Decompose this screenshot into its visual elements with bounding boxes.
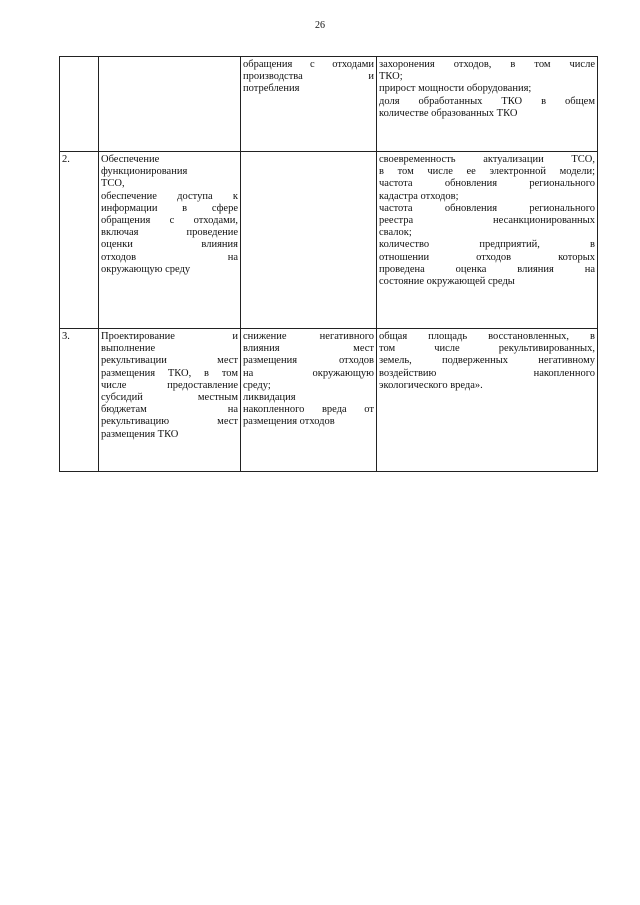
cell-text-line: частота обновления регионального [379,202,595,214]
cell-text-line: снижение негативного [243,331,374,342]
cell-text-line: экологического вреда». [379,379,483,391]
cell-text-line: оценки влияния [101,239,238,251]
measure-cell [99,152,241,329]
cell-text-line: обращения с отходами, [101,215,238,227]
cell-text-line: субсидий местным [101,392,238,404]
indicator-cell [377,152,598,329]
cell-text-line: частота обновления регионального [379,178,595,190]
cell-text-line: отходов на [101,251,238,263]
goal-cell [241,57,377,152]
cell-text-line: количество предприятий, в [379,239,595,251]
table-row [60,57,598,152]
cell-text-line: воздействию накопленного [379,367,595,379]
cell-text-line: ликвидация [243,392,296,404]
cell-text-line: прирост мощности оборудования; [379,83,532,95]
cell-text-line: том числе рекультивированных, [379,343,595,355]
cell-text-line: в том числе ее электронной модели; [379,166,595,178]
row-number-cell [60,57,99,152]
cell-text-line: Обеспечение [101,154,160,165]
cell-text-line: выполнение [101,343,156,355]
cell-text-line: размещения ТКО [101,428,179,440]
goal-cell [241,152,377,329]
cell-text-line: свалок; [379,227,412,239]
cell-text-line: проведена оценка влияния на [379,263,595,275]
cell-text-line: доля обработанных ТКО в общем [379,95,595,107]
cell-text-line: накопленного вреда от [243,404,374,416]
indicator-cell [377,57,598,152]
cell-text-line: состояние окружающей среды [379,276,515,288]
measures-table [59,56,598,472]
cell-text-line: обращения с отходами [243,59,374,70]
cell-text-line: рекультивацию мест [101,416,238,428]
cell-text-line: функционирования [101,166,188,178]
cell-text-line: ТСО, [101,178,125,190]
cell-text-line: ТКО; [379,71,403,83]
row-number-cell: 2. [60,152,99,329]
cell-text-line: общая площадь восстановленных, в [379,331,595,342]
page-number: 26 [315,20,325,31]
row-number-cell: 3. [60,329,99,472]
cell-text-line: размещения отходов [243,416,335,428]
cell-text-line: числе предоставление [101,379,238,391]
cell-text-line: отношении отходов которых [379,251,595,263]
table-row [60,152,598,329]
cell-text-line: бюджетам на [101,404,238,416]
cell-text-line: потребления [243,83,300,95]
cell-text-line: включая проведение [101,227,238,239]
cell-text-line: своевременность актуализации ТСО, [379,154,595,165]
cell-text-line: обеспечение доступа к [101,190,238,202]
indicator-cell [377,329,598,472]
goal-cell [241,329,377,472]
cell-text-line: размещения ТКО, в том [101,367,238,379]
cell-text-line: захоронения отходов, в том числе [379,59,595,70]
cell-text-line: информации в сфере [101,202,238,214]
cell-text-line: размещения отходов [243,355,374,367]
measure-cell [99,57,241,152]
cell-text-line: Проектирование и [101,331,238,342]
cell-text-line: окружающую среду [101,263,191,275]
cell-text-line: рекультивации мест [101,355,238,367]
table-row [60,329,598,472]
cell-text-line: влияния мест [243,343,374,355]
cell-text-line: производства и [243,71,374,83]
cell-text-line: земель, подверженных негативному [379,355,595,367]
cell-text-line: среду; [243,379,271,391]
cell-text-line: реестра несанкционированных [379,215,595,227]
cell-text-line: кадастра отходов; [379,190,459,202]
measure-cell [99,329,241,472]
cell-text-line: количестве образованных ТКО [379,107,518,119]
cell-text-line: на окружающую [243,367,374,379]
